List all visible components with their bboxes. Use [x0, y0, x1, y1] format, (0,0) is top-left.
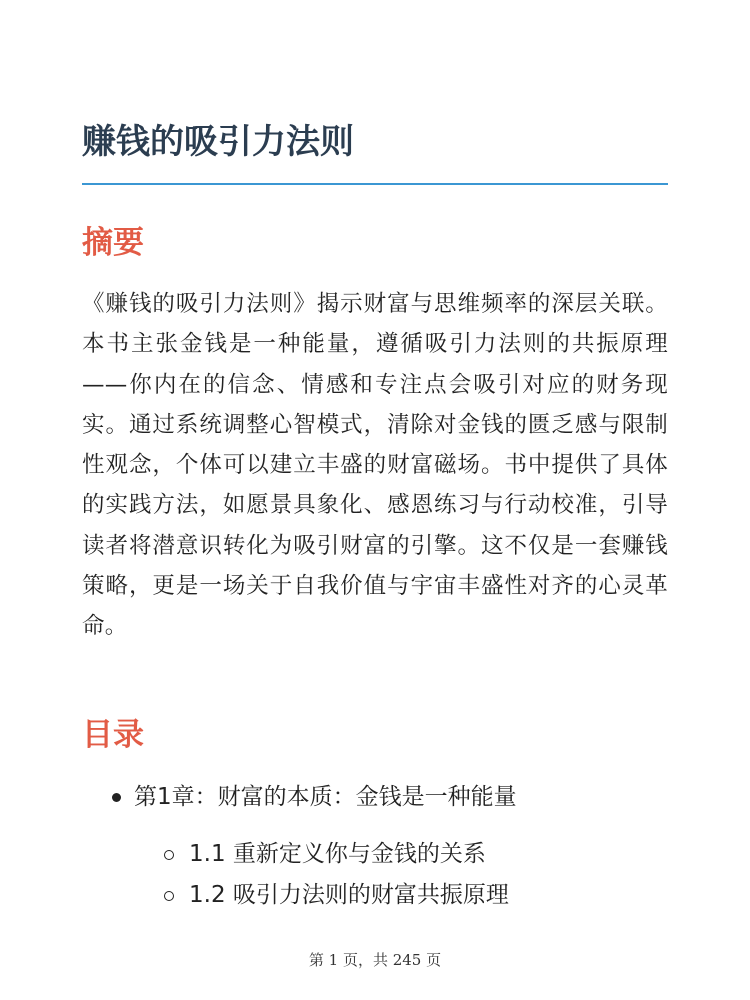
toc-section-1-1-label: 1.1 重新定义你与金钱的关系 — [189, 841, 486, 867]
toc-heading: 目录 — [82, 717, 144, 753]
toc-chapter-1-label: 第1章：财富的本质：金钱是一种能量 — [134, 784, 517, 810]
page-number: 第 1 页，共 245 页 — [308, 951, 442, 969]
hollow-bullet-icon — [164, 891, 174, 901]
summary-paragraph: 《赚钱的吸引力法则》揭示财富与思维频率的深层关联。本书主张金钱是一种能量，遵循吸引力法则的共振原理——你内在的信念、情感和专注点会吸引对应的财务现实。通过系统调整心智模式，清除对金钱的匮乏感与限制性观念，个体可以建立丰盛的财富磁场。书中提供了具体的实践方法，如愿景具象化、感恩练习与行动校准，引导读者将潜意识转化为吸引财富的引擎。这不仅是一套赚钱策略，更是一场关于自我价值与宇宙丰盛性对齐的心灵革命。 — [82, 291, 668, 640]
title-divider — [82, 183, 668, 185]
toc-section-1-1[interactable] — [189, 838, 486, 870]
summary-heading: 摘要 — [82, 225, 144, 261]
toc-chapter-1[interactable] — [134, 781, 517, 813]
document-page — [82, 0, 668, 1000]
toc-section-1-2[interactable] — [189, 879, 509, 911]
document-title: 赚钱的吸引力法则 — [82, 122, 354, 162]
toc-section-1-2-label: 1.2 吸引力法则的财富共振原理 — [189, 882, 509, 908]
hollow-bullet-icon — [164, 850, 174, 860]
bullet-icon — [112, 793, 121, 802]
